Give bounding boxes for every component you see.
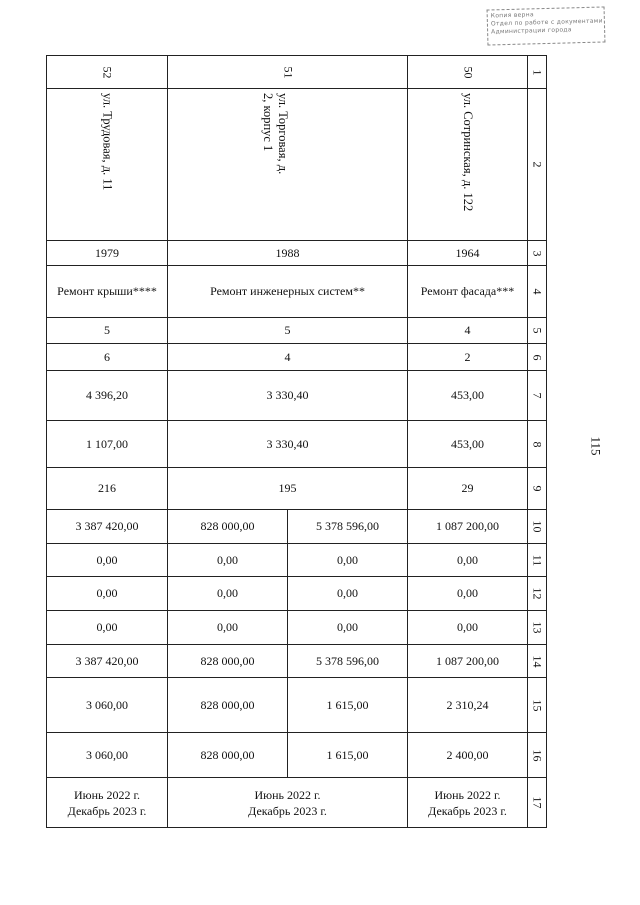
- cell-col52-year: 1979: [47, 241, 168, 266]
- period-start: Июнь 2022 г.: [73, 787, 141, 802]
- cell-col52-r5: 5: [47, 318, 168, 344]
- cell-col51b-r10: 5 378 596,00: [288, 510, 408, 544]
- cell-col52-r14: 3 387 420,00: [47, 645, 168, 678]
- table-row: [47, 645, 547, 678]
- row-number: 17: [528, 778, 547, 828]
- cell-col51b-r12: 0,00: [288, 577, 408, 611]
- cell-col51-r6: 4: [168, 344, 408, 371]
- cell-col51b-r14: 5 378 596,00: [288, 645, 408, 678]
- cell-col50-work: Ремонт фасада***: [408, 266, 528, 318]
- repair-table: [46, 55, 547, 828]
- cell-col51a-r13: 0,00: [168, 611, 288, 645]
- cell-col51-r7: 3 330,40: [168, 371, 408, 421]
- cell-col51-r5: 5: [168, 318, 408, 344]
- table-row: [47, 344, 547, 371]
- cell-col51b-r11: 0,00: [288, 544, 408, 577]
- table-row: [47, 733, 547, 778]
- cell-col52-r13: 0,00: [47, 611, 168, 645]
- cell-col51a-r12: 0,00: [168, 577, 288, 611]
- row-number: 10: [528, 510, 547, 544]
- cell-col51-r9: 195: [168, 468, 408, 510]
- page-number: 115: [588, 436, 604, 456]
- cell-col51b-r13: 0,00: [288, 611, 408, 645]
- row-number: 2: [528, 89, 547, 241]
- table-row: [47, 468, 547, 510]
- table-row: [47, 510, 547, 544]
- stamp-line: Отдел по работе с документами: [490, 17, 603, 28]
- table-row: [47, 371, 547, 421]
- cell-col50-r13: 0,00: [408, 611, 528, 645]
- cell-col52-number: 52: [47, 56, 168, 89]
- table-row: [47, 56, 547, 89]
- cell-col51a-r16: 828 000,00: [168, 733, 288, 778]
- cell-col50-r5: 4: [408, 318, 528, 344]
- cell-col50-r10: 1 087 200,00: [408, 510, 528, 544]
- cell-col50-r7: 453,00: [408, 371, 528, 421]
- cell-col50-r6: 2: [408, 344, 528, 371]
- cell-col50-address: ул. Сотринская, д. 122: [408, 89, 528, 241]
- cell-col51a-r10: 828 000,00: [168, 510, 288, 544]
- table-row: [47, 421, 547, 468]
- cell-col51-number: 51: [168, 56, 408, 89]
- cell-col51-address: ул. Торговая, д. 2, корпус 1: [168, 89, 408, 241]
- certification-stamp: [487, 6, 606, 45]
- row-number: 14: [528, 645, 547, 678]
- cell-col51b-r16: 1 615,00: [288, 733, 408, 778]
- table-row: [47, 89, 547, 241]
- period-end: Декабрь 2023 г.: [248, 803, 327, 818]
- cell-col50-r8: 453,00: [408, 421, 528, 468]
- period-start: Июнь 2022 г.: [434, 787, 501, 802]
- cell-col50-period: [408, 778, 528, 828]
- row-number: 6: [528, 344, 547, 371]
- row-number: 11: [528, 544, 547, 577]
- cell-col50-r12: 0,00: [408, 577, 528, 611]
- row-number: 12: [528, 577, 547, 611]
- cell-col52-r9: 216: [47, 468, 168, 510]
- stamp-line: Копия верна: [490, 11, 535, 20]
- cell-col51a-r15: 828 000,00: [168, 678, 288, 733]
- stamp-line: Администрации города: [491, 26, 572, 36]
- cell-col52-address: ул. Трудовая, д. 11: [47, 89, 168, 241]
- row-number: 4: [528, 266, 547, 318]
- cell-col51-period: [168, 778, 408, 828]
- table-row: [47, 577, 547, 611]
- row-number: 3: [528, 241, 547, 266]
- cell-col51a-r14: 828 000,00: [168, 645, 288, 678]
- row-number: 1: [528, 56, 547, 89]
- row-number: 16: [528, 733, 547, 778]
- table-row: [47, 544, 547, 577]
- cell-col52-period: [47, 778, 168, 828]
- cell-col51-year: 1988: [168, 241, 408, 266]
- row-number: 15: [528, 678, 547, 733]
- cell-col50-r15: 2 310,24: [408, 678, 528, 733]
- cell-col51-r8: 3 330,40: [168, 421, 408, 468]
- cell-col52-r12: 0,00: [47, 577, 168, 611]
- cell-col52-r6: 6: [47, 344, 168, 371]
- cell-col50-r9: 29: [408, 468, 528, 510]
- table-row: [47, 611, 547, 645]
- row-number: 7: [528, 371, 547, 421]
- cell-col50-r11: 0,00: [408, 544, 528, 577]
- table-row: [47, 266, 547, 318]
- cell-col52-r8: 1 107,00: [47, 421, 168, 468]
- period-start: Июнь 2022 г.: [254, 787, 321, 802]
- cell-col52-r11: 0,00: [47, 544, 168, 577]
- cell-col50-year: 1964: [408, 241, 528, 266]
- row-number: 13: [528, 611, 547, 645]
- row-number: 5: [528, 318, 547, 344]
- cell-col50-r14: 1 087 200,00: [408, 645, 528, 678]
- cell-col52-work: Ремонт крыши****: [47, 266, 168, 318]
- cell-col50-number: 50: [408, 56, 528, 89]
- cell-col51-work: Ремонт инженерных систем**: [168, 266, 408, 318]
- cell-col52-r10: 3 387 420,00: [47, 510, 168, 544]
- table-row: [47, 241, 547, 266]
- period-end: Декабрь 2023 г.: [428, 803, 507, 818]
- table-row: [47, 678, 547, 733]
- cell-col51b-r15: 1 615,00: [288, 678, 408, 733]
- cell-col52-r16: 3 060,00: [47, 733, 168, 778]
- table-row: [47, 778, 547, 828]
- row-number: 9: [528, 468, 547, 510]
- cell-col50-r16: 2 400,00: [408, 733, 528, 778]
- cell-col52-r7: 4 396,20: [47, 371, 168, 421]
- cell-col52-r15: 3 060,00: [47, 678, 168, 733]
- table-row: [47, 318, 547, 344]
- row-number: 8: [528, 421, 547, 468]
- period-end: Декабрь 2023 г.: [67, 803, 147, 818]
- cell-col51a-r11: 0,00: [168, 544, 288, 577]
